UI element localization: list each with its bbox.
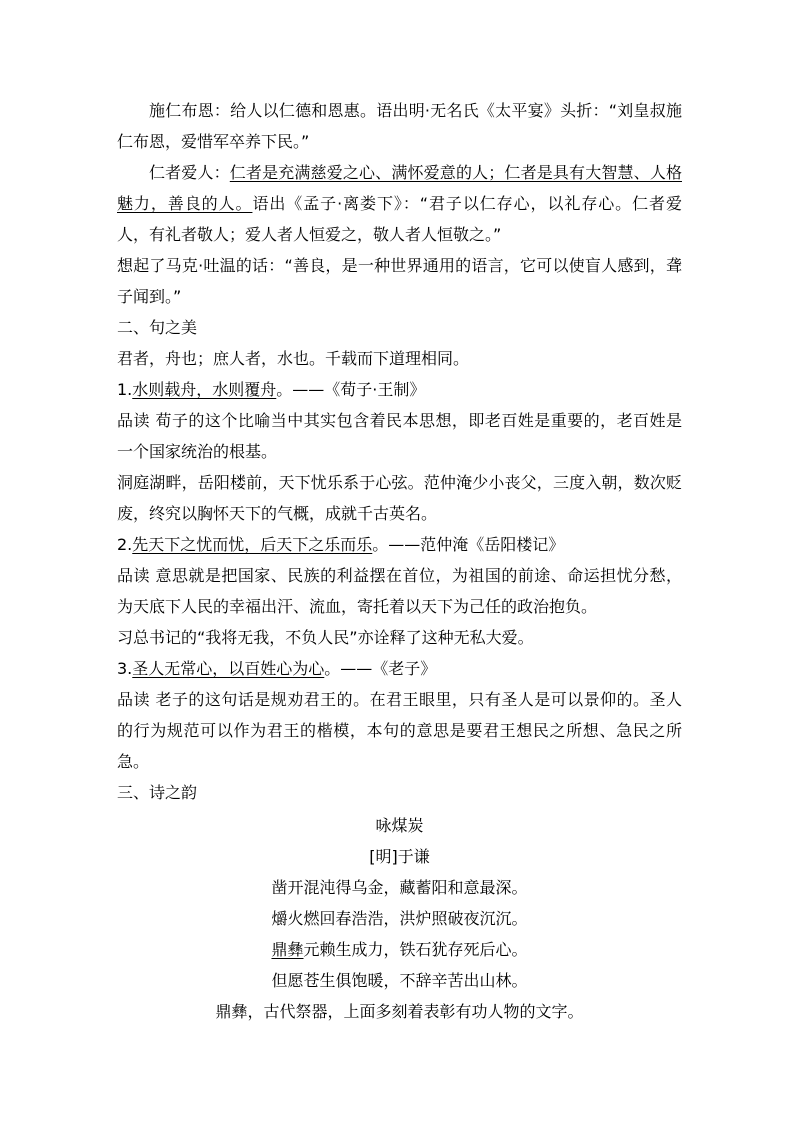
poem-line-4: 但愿苍生俱饱暖，不辞辛苦出山林。: [271, 971, 528, 990]
quote-2: [117, 529, 682, 560]
poem-line-2: 爝火燃回春浩浩，洪炉照破夜沉沉。: [271, 909, 528, 928]
poem-author: [明]于谦: [369, 847, 430, 866]
term-label: 仁者爱人：: [149, 163, 230, 182]
quote-source: 。——《老子》: [324, 659, 437, 678]
quote-text: 圣人无常心，以百姓心为心: [132, 659, 325, 678]
source-text: 语出《孟子·离娄下》：“君子以仁存心，以礼存心。仁者爱人，有礼者敬人；爱人者人恒爱之，敬人者人恒敬之。”: [117, 194, 682, 244]
quote-1-extra: 洞庭湖畔，岳阳楼前，天下忧乐系于心弦。范仲淹少小丧父，三度入朝，数次贬废，终究以胸怀天下的气概，成就千古英名。: [117, 473, 682, 523]
paragraph-mark-twain: 想起了马克·吐温的话：“善良，是一种世界通用的语言，它可以使盲人感到，聋子闻到。”: [117, 256, 682, 306]
poem-line-3: [117, 934, 682, 965]
quote-3: [117, 653, 682, 684]
poem-title: 咏煤炭: [375, 816, 424, 835]
intro-sentence: 君者，舟也；庶人者，水也。千载而下道理相同。: [117, 349, 470, 368]
quote-1-reading: 品读 荀子的这个比喻当中其实包含着民本思想，即老百姓是重要的，老百姓是一个国家统治的根基。: [117, 411, 682, 461]
underlined-definition: 仁者是充满慈爱之心、满怀爱意的人；仁者是具有大智慧、人格魅力，善良的人。: [117, 163, 682, 213]
section-heading-poetry: 三、诗之韵: [117, 783, 198, 802]
poem-line-3-rest: 元赖生成力，铁石犹存死后心。: [303, 940, 528, 959]
quote-3-reading: 品读 老子的这句话是规劝君王的。在君王眼里，只有圣人是可以景仰的。圣人的行为规范可以作为君王的楷模，本句的意思是要君王想民之所想、急民之所急。: [117, 690, 682, 771]
quote-number: 2.: [117, 535, 133, 554]
quote-text: 先天下之忧而忧，后天下之乐而乐: [132, 535, 373, 554]
poem-line-1: 凿开混沌得乌金，藏蓄阳和意最深。: [271, 878, 528, 897]
quote-source: 。——范仲淹《岳阳楼记》: [372, 535, 565, 554]
paragraph-shi-ren-bu-en: 施仁布恩：给人以仁德和恩惠。语出明·无名氏《太平宴》头折：“刘皇叔施仁布恩，爱惜军卒养下民。”: [117, 101, 682, 151]
quote-2-reading: 品读 意思就是把国家、民族的利益摆在首位，为祖国的前途、命运担忧分愁，为天底下人民的幸福出汗、流血，寄托着以天下为己任的政治抱负。: [117, 566, 682, 616]
quote-source: 。——《荀子·王制》: [276, 380, 426, 399]
paragraph-ren-zhe-ai-ren: [117, 157, 682, 250]
quote-number: 1.: [117, 380, 133, 399]
quote-1: [117, 374, 682, 405]
document-body: [117, 95, 682, 1027]
poem-note: 鼎彝，古代祭器，上面多刻着表彰有功人物的文字。: [215, 1002, 584, 1021]
section-heading-sentences: 二、句之美: [117, 318, 198, 337]
quote-text: 水则载舟，水则覆舟: [132, 380, 277, 399]
quote-number: 3.: [117, 659, 133, 678]
quote-2-extra: 习总书记的“我将无我，不负人民”亦诠释了这种无私大爱。: [117, 628, 534, 647]
poem-underlined-word: 鼎彝: [271, 940, 304, 959]
